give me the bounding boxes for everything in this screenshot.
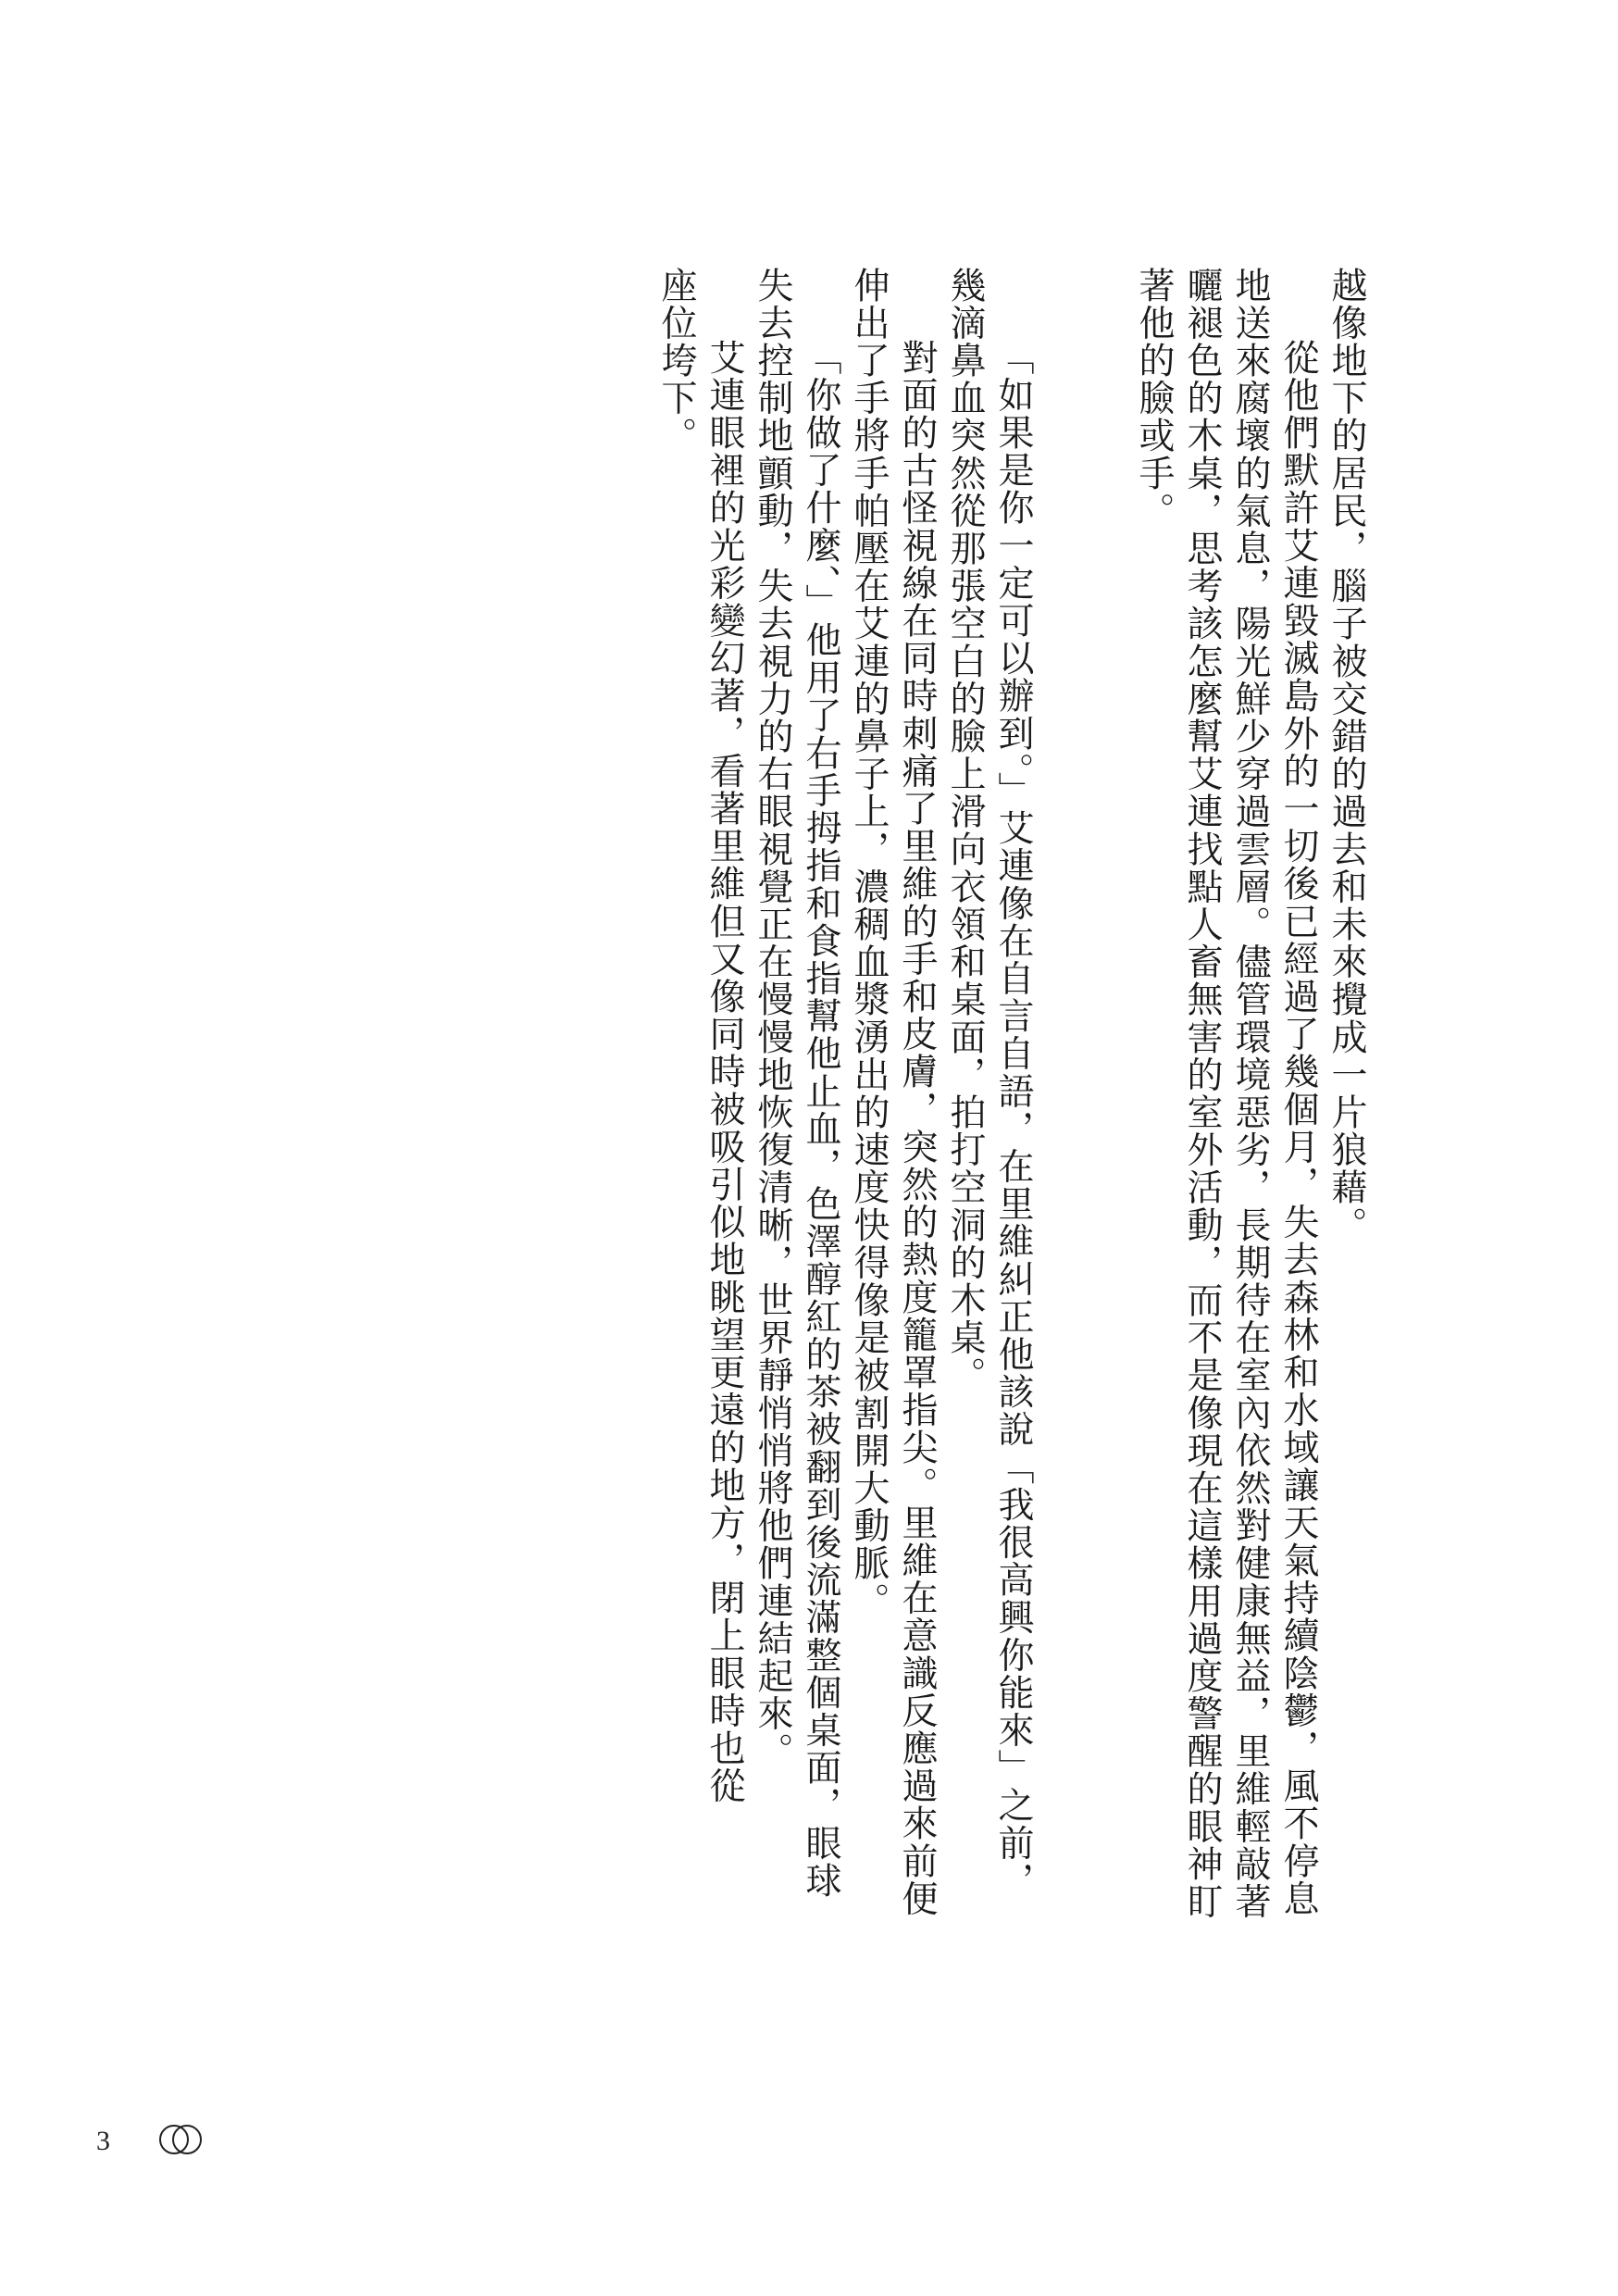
text-column: 艾連眼裡的光彩變幻著，看著里維但又像同時被吸引似地眺望更遠的地方，閉上眼時也從 (703, 339, 745, 1805)
text-column: 幾滴鼻血突然從那張空白的臉上滑向衣領和桌面，拍打空洞的木桌。 (944, 267, 986, 1394)
text-column: 從他們默許艾連毀滅島外的一切後已經過了幾個月，失去森林和水域讓天氣持續陰鬱，風不停息 (1277, 339, 1319, 1918)
text-column: 「你做了什麼、」他用了右手拇指和食指幫他止血，色澤醇紅的茶被翻到後流滿整個桌面，眼球 (800, 339, 841, 1900)
text-column: 地送來腐壞的氣息，陽光鮮少穿過雲層。儘管環境惡劣，長期待在室內依然對健康無益，里維輕敲著 (1229, 267, 1271, 1921)
text-column: 座位垮下。 (655, 267, 697, 455)
text-column: 失去控制地顫動，失去視力的右眼視覺正在慢慢地恢復清晰，世界靜悄悄將他們連結起來。 (752, 267, 793, 1770)
text-column: 著他的臉或手。 (1133, 267, 1175, 530)
text-column: 「如果是你一定可以辦到。」艾連像在自言自語，在里維糾正他該說「我很高興你能來」之前， (992, 339, 1034, 1900)
text-column: 伸出了手將手帕壓在艾連的鼻子上，濃稠血漿湧出的速度快得像是被割開大動脈。 (848, 267, 890, 1620)
text-column: 曬褪色的木桌，思考該怎麼幫艾連找點人畜無害的室外活動，而不是像現在這樣用過度警醒的眼神盯 (1181, 267, 1223, 1921)
text-block (352, 267, 1370, 2026)
text-column: 越像地下的居民，腦子被交錯的過去和未來攪成一片狼藉。 (1326, 267, 1367, 1244)
text-column: 對面的古怪視線在同時刺痛了里維的手和皮膚，突然的熱度籠罩指尖。里維在意識反應過來前便 (896, 339, 938, 1918)
page-number: 3 (96, 2126, 110, 2156)
paragraph-gap (1037, 267, 1129, 2026)
double-ring-icon (156, 2123, 205, 2156)
